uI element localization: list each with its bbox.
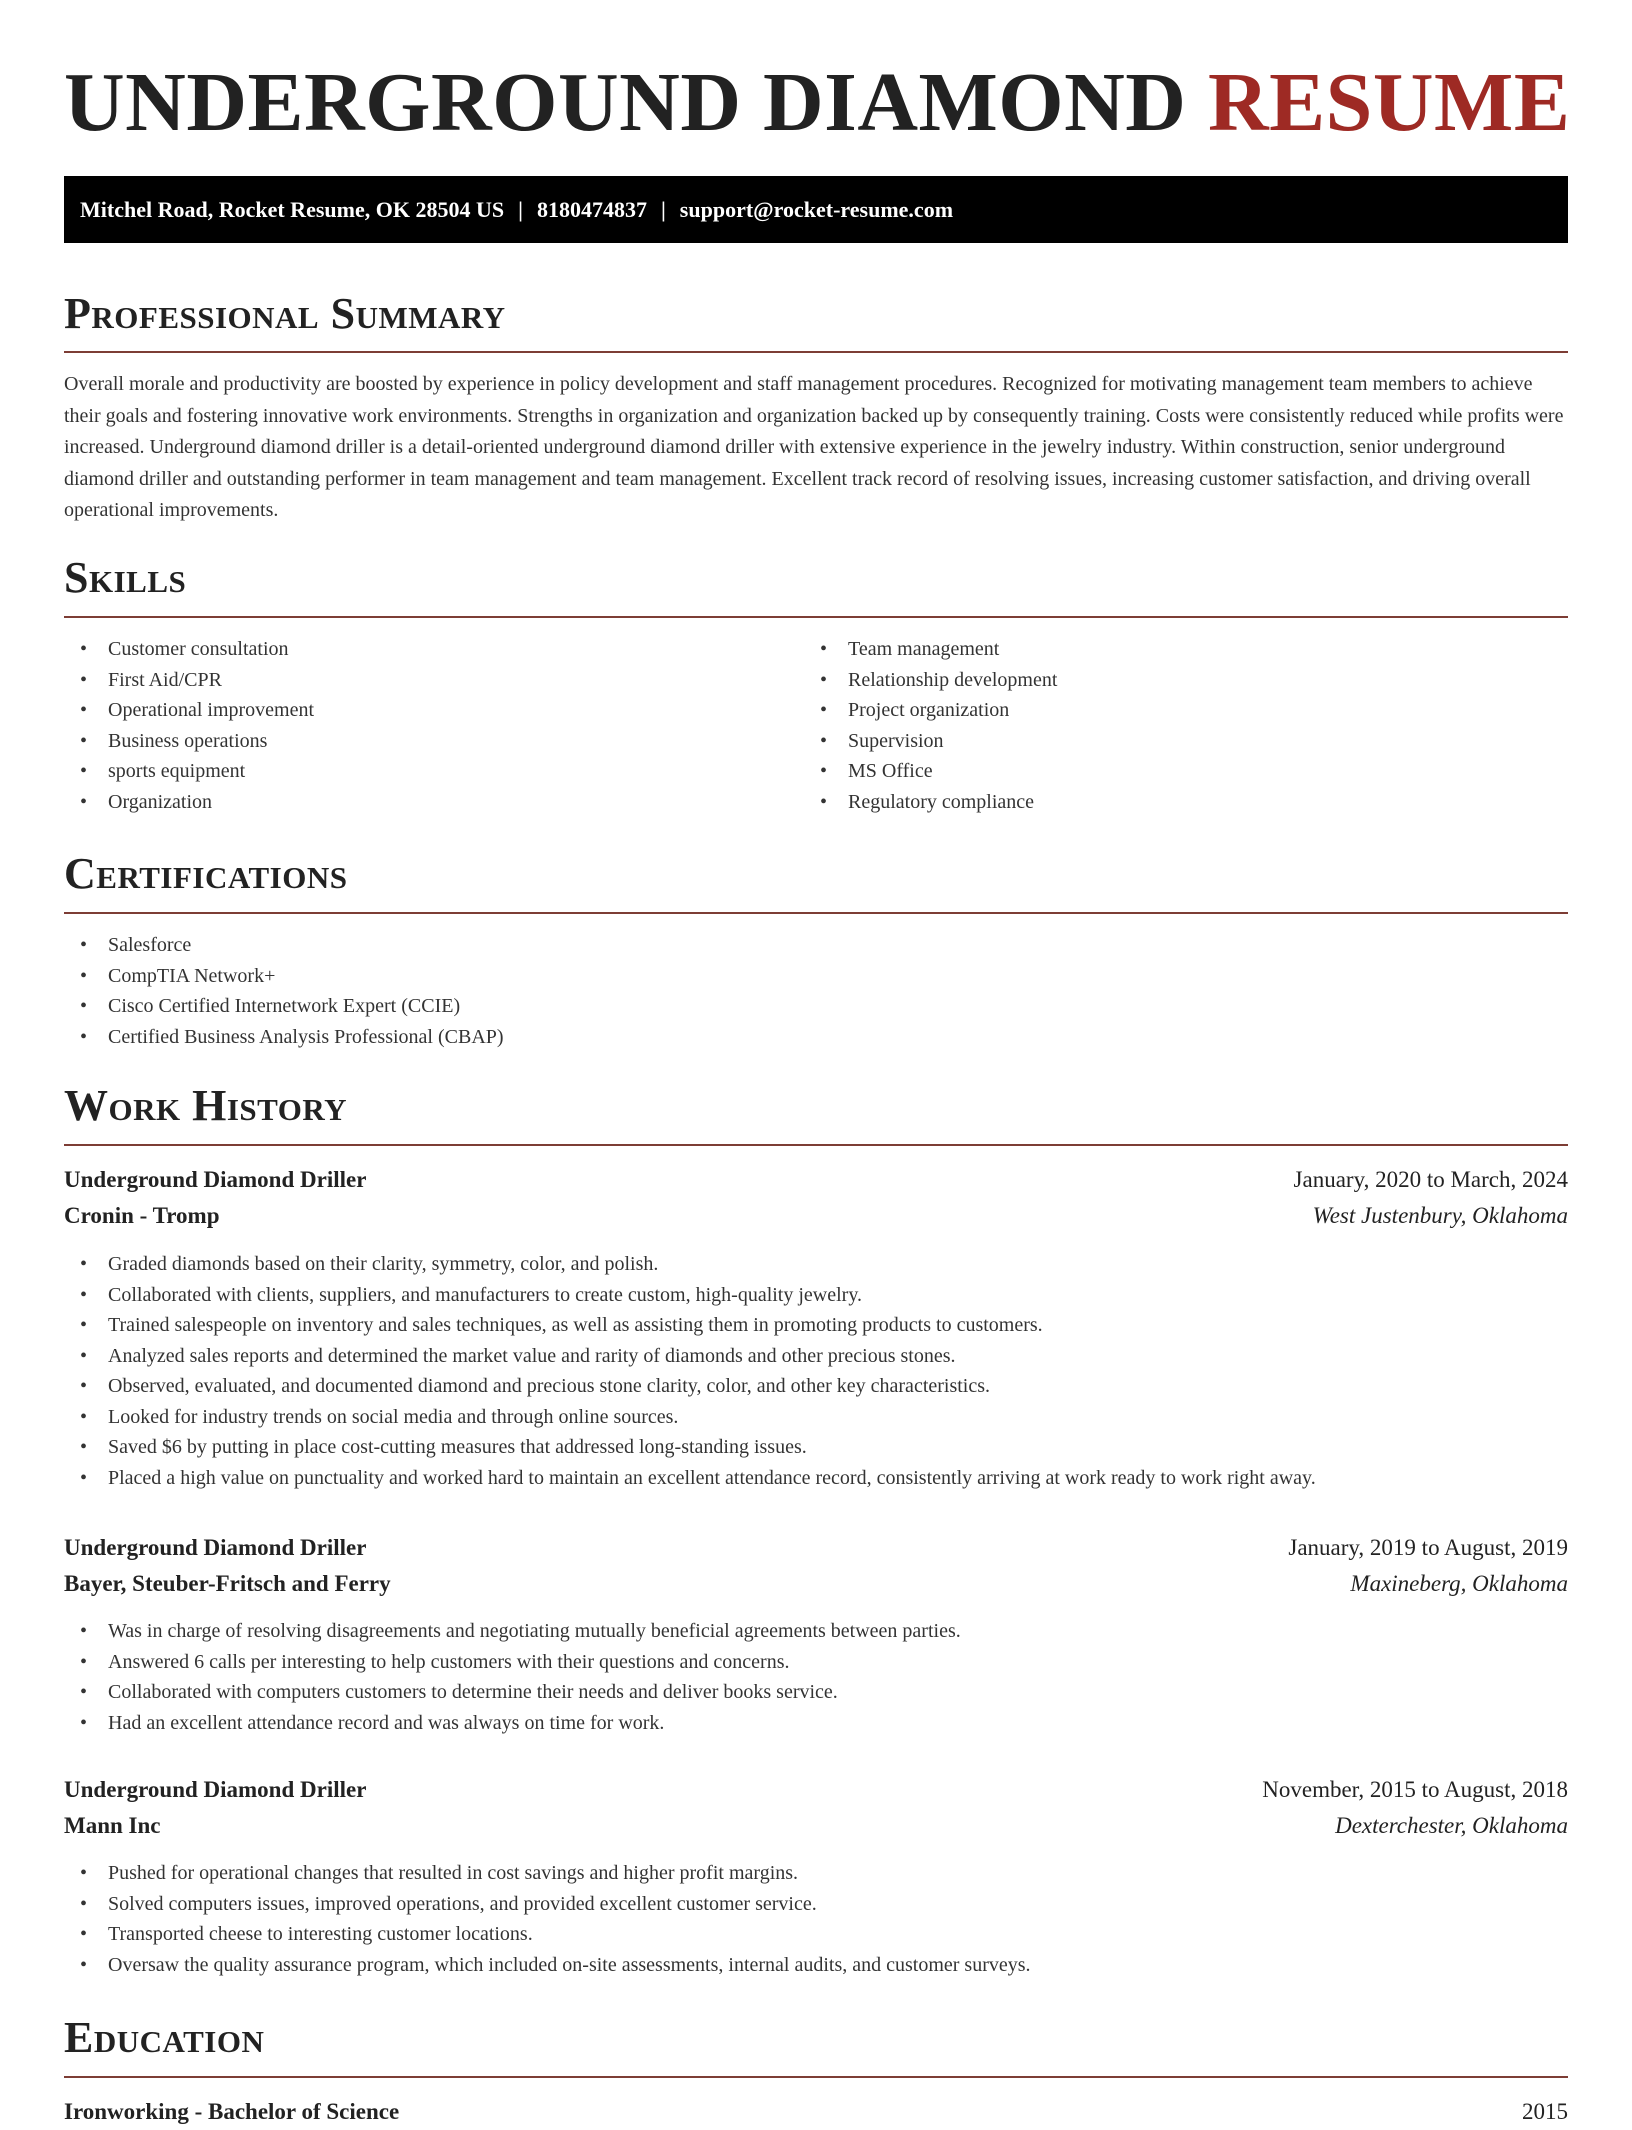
- skill-item: • Team management: [804, 634, 1568, 665]
- resume-title: [64, 0, 1571, 175]
- skill-item: • Relationship development: [804, 665, 1568, 696]
- title-accent: RESUME: [1207, 56, 1571, 149]
- job-bullet: • Had an excellent attendance record and was always on time for work.: [64, 1708, 1568, 1739]
- job-subheader: [64, 1198, 1568, 1234]
- job-bullet: • Pushed for operational changes that resulted in cost savings and higher profit margins.: [64, 1858, 1568, 1889]
- job-company: Cronin - Tromp: [64, 1203, 220, 1228]
- contact-address: Mitchel Road, Rocket Resume, OK 28504 US: [80, 197, 505, 222]
- job-bullets: [64, 1858, 1568, 1980]
- job-title: Underground Diamond Driller: [64, 1535, 367, 1560]
- job-bullets: [64, 1249, 1568, 1493]
- skills-heading: Skills: [64, 553, 187, 602]
- education-heading: Education: [64, 2013, 265, 2062]
- education-degree: Ironworking - Bachelor of Science: [64, 2099, 400, 2124]
- skill-item: • Customer consultation: [64, 634, 804, 665]
- contact-email: support@rocket-resume.com: [679, 197, 954, 222]
- job-title: Underground Diamond Driller: [64, 1167, 367, 1192]
- education-year: 2015: [1522, 2099, 1568, 2124]
- skill-item: • Supervision: [804, 726, 1568, 757]
- job-bullet: • Answered 6 calls per interesting to help customers with their questions and concerns.: [64, 1647, 1568, 1678]
- skill-item: • Regulatory compliance: [804, 787, 1568, 818]
- job-bullet: • Observed, evaluated, and documented diamond and precious stone clarity, color, and other key characteristics.: [64, 1371, 1568, 1402]
- job-header: [64, 1530, 1568, 1566]
- job-subheader: [64, 1808, 1568, 1844]
- summary-heading: Professional Summary: [64, 289, 506, 338]
- resume-content: [64, 0, 1571, 2124]
- job-bullet: • Oversaw the quality assurance program, which included on-site assessments, internal audits, and customer surveys.: [64, 1950, 1568, 1981]
- skills-divider: [64, 616, 1568, 618]
- contact-separator: |: [660, 197, 666, 222]
- job-location: Maxineberg, Oklahoma: [1350, 1571, 1568, 1596]
- skill-item: • Operational improvement: [64, 695, 804, 726]
- certification-item: • CompTIA Network+: [64, 961, 1568, 992]
- skill-item: • First Aid/CPR: [64, 665, 804, 696]
- job-bullet: • Placed a high value on punctuality and worked hard to maintain an excellent attendance record, consistently arriving at work ready to work right away.: [64, 1463, 1568, 1494]
- work-divider: [64, 1144, 1568, 1146]
- job-bullet: • Looked for industry trends on social media and through online sources.: [64, 1402, 1568, 1433]
- education-entry: [64, 2094, 1568, 2130]
- skill-item: • sports equipment: [64, 756, 804, 787]
- skills-list-right: [804, 634, 1568, 817]
- job-location: Dexterchester, Oklahoma: [1335, 1813, 1568, 1838]
- certifications-heading: Certifications: [64, 849, 348, 898]
- certification-item: • Cisco Certified Internetwork Expert (CCIE): [64, 991, 1568, 1022]
- job-title: Underground Diamond Driller: [64, 1777, 367, 1802]
- work-heading: Work History: [64, 1081, 348, 1130]
- job-bullets: [64, 1616, 1568, 1738]
- certifications-list: [64, 930, 1568, 1052]
- title-name: UNDERGROUND DIAMOND: [64, 56, 1187, 149]
- job-header: [64, 1162, 1568, 1198]
- job-subheader: [64, 1566, 1568, 1602]
- skill-item: • Business operations: [64, 726, 804, 757]
- job-bullet: • Analyzed sales reports and determined the market value and rarity of diamonds and other precious stones.: [64, 1341, 1568, 1372]
- education-divider: [64, 2076, 1568, 2078]
- job-company: Mann Inc: [64, 1813, 161, 1838]
- job-bullet: • Transported cheese to interesting customer locations.: [64, 1919, 1568, 1950]
- job-header: [64, 1772, 1568, 1808]
- job-company: Bayer, Steuber-Fritsch and Ferry: [64, 1571, 391, 1596]
- job-bullet: • Collaborated with clients, suppliers, and manufacturers to create custom, high-quality jewelry.: [64, 1280, 1568, 1311]
- job-bullet: • Trained salespeople on inventory and sales techniques, as well as assisting them in promoting products to customers.: [64, 1310, 1568, 1341]
- certification-item: • Salesforce: [64, 930, 1568, 961]
- job-dates: November, 2015 to August, 2018: [1262, 1777, 1568, 1802]
- job-bullet: • Collaborated with computers customers to determine their needs and deliver books service.: [64, 1677, 1568, 1708]
- skill-item: • MS Office: [804, 756, 1568, 787]
- job-dates: January, 2019 to August, 2019: [1288, 1535, 1568, 1560]
- summary-text: Overall morale and productivity are boosted by experience in policy development and staff management procedures. Recognized for motivating management team members to achieve their goals and fostering innovative work environments. Strengths in organization and organization backed up by consequently training. Costs were consistently reduced while profits were increased. Underground diamond driller is a detail-oriented underground diamond driller with extensive experience in the jewelry industry. Within construction, senior underground diamond driller and outstanding performer in team management and team management. Excellent track record of resolving issues, increasing customer satisfaction, and driving overall operational improvements.: [64, 373, 1564, 521]
- certifications-divider: [64, 912, 1568, 914]
- contact-bar: [64, 176, 1568, 243]
- job-bullet: • Solved computers issues, improved operations, and provided excellent customer service.: [64, 1889, 1568, 1920]
- summary-divider: [64, 351, 1568, 353]
- job-location: West Justenbury, Oklahoma: [1312, 1203, 1568, 1228]
- job-bullet: • Graded diamonds based on their clarity, symmetry, color, and polish.: [64, 1249, 1568, 1280]
- skill-item: • Project organization: [804, 695, 1568, 726]
- job-bullet: • Saved $6 by putting in place cost-cutting measures that addressed long-standing issues.: [64, 1432, 1568, 1463]
- skill-item: • Organization: [64, 787, 804, 818]
- certification-item: • Certified Business Analysis Professional (CBAP): [64, 1022, 1568, 1053]
- contact-separator: |: [518, 197, 523, 222]
- skills-list-left: [64, 634, 804, 817]
- contact-phone: 8180474837: [536, 197, 647, 222]
- job-bullet: • Was in charge of resolving disagreements and negotiating mutually beneficial agreements between parties.: [64, 1616, 1568, 1647]
- job-dates: January, 2020 to March, 2024: [1293, 1167, 1568, 1192]
